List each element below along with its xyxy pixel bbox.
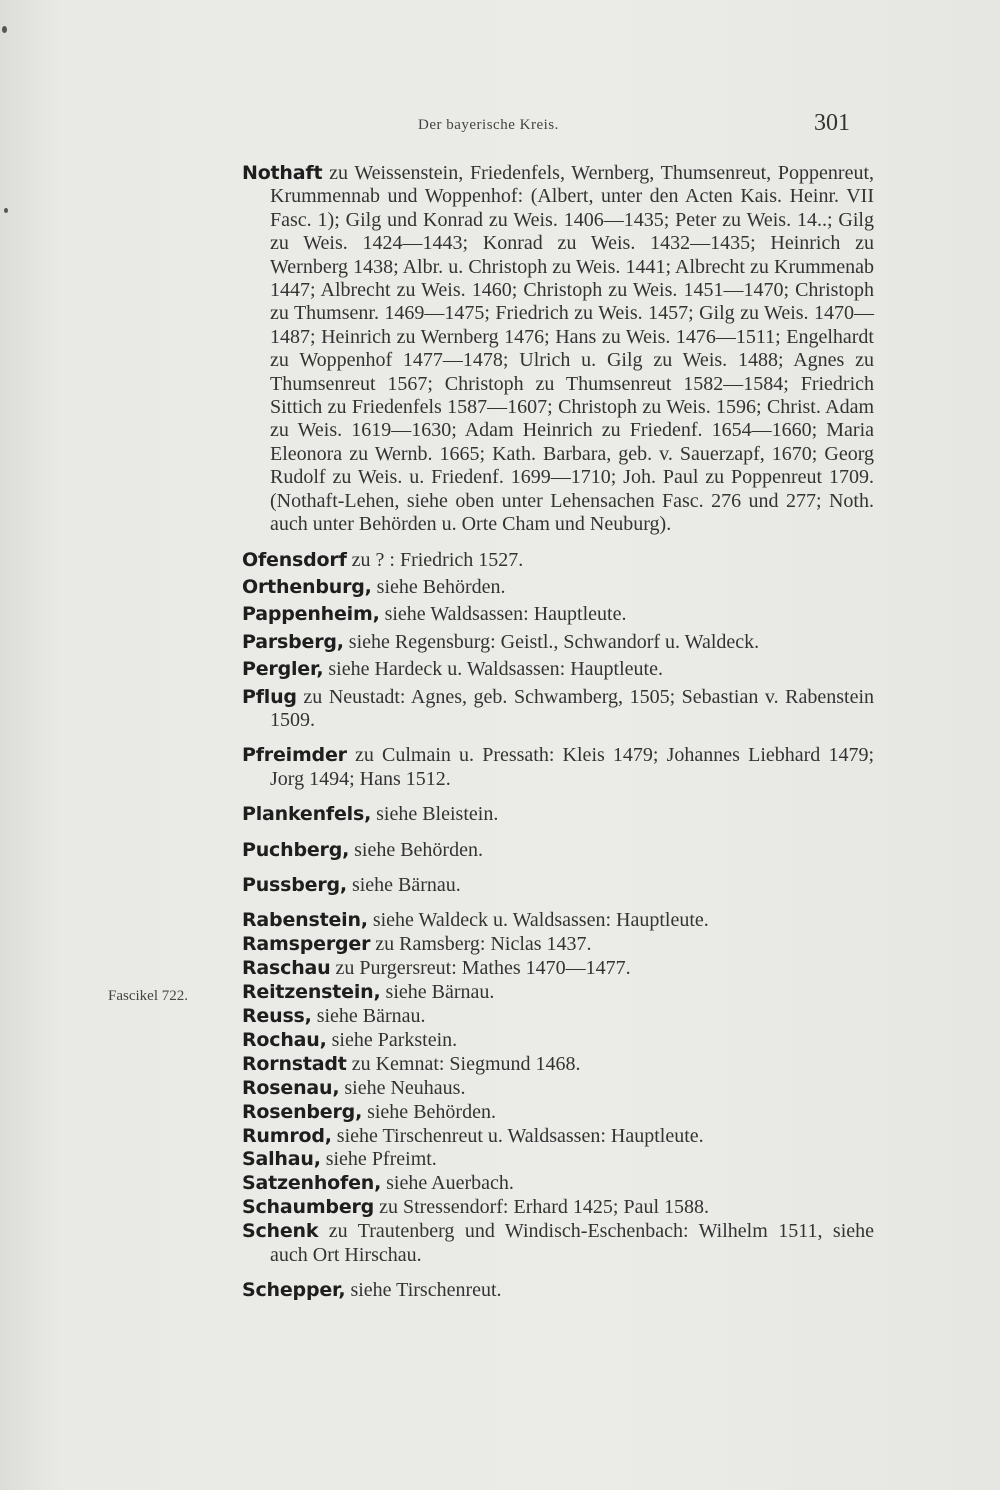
entry-text: zu ? : Friedrich 1527.: [351, 548, 524, 571]
page-number: 301: [814, 110, 850, 136]
margin-note: Fascikel 722.: [108, 988, 188, 1004]
register-entry: [242, 744, 874, 791]
entry-name: Ramsperger: [242, 933, 371, 956]
entry-name: Rabenstein,: [242, 909, 368, 932]
entry-text: siehe Bleistein.: [376, 803, 499, 826]
entry-name: Puchberg,: [242, 838, 350, 861]
register-entry: [242, 1029, 874, 1052]
register-entries: [242, 162, 874, 1306]
entry-name: Rornstadt: [242, 1052, 347, 1075]
entry-text: zu Ramsberg: Niclas 1437.: [375, 933, 592, 956]
register-entry: [242, 981, 874, 1004]
entry-text: siehe Tirschenreut.: [350, 1278, 502, 1301]
entry-text: siehe Behörden.: [354, 838, 483, 861]
register-entry: [242, 1172, 874, 1195]
entry-name: Salhau,: [242, 1148, 321, 1171]
entry-name: Satzenhofen,: [242, 1172, 382, 1195]
entry-name: Reitzenstein,: [242, 981, 381, 1004]
register-entry: [242, 839, 874, 862]
entry-text: siehe Behörden.: [367, 1100, 496, 1123]
entry-name: Pergler,: [242, 658, 324, 681]
entry-name: Schepper,: [242, 1278, 346, 1301]
entry-text: siehe Bärnau.: [351, 873, 461, 896]
entry-name: Rosenberg,: [242, 1100, 363, 1123]
entry-name: Reuss,: [242, 1005, 312, 1027]
running-header: Der bayerische Kreis.: [418, 117, 559, 133]
entry-text: zu Culmain u. Pressath: Kleis 1479; Johannes Liebhard 1479; Jorg 1494; Hans 1512.: [270, 744, 874, 790]
entry-name: Pussberg,: [242, 873, 347, 896]
register-entry: [242, 1125, 874, 1148]
entry-name: Nothaft: [242, 162, 323, 184]
register-entry: [242, 1279, 874, 1302]
entry-name: Pfreimder: [242, 744, 347, 767]
entry-text: siehe Auerbach.: [386, 1172, 514, 1195]
entry-name: Raschau: [242, 957, 331, 980]
register-entry: [242, 631, 874, 654]
register-entry: [242, 603, 874, 626]
entry-name: Schaumberg: [242, 1196, 375, 1219]
entry-text: siehe Waldsassen: Hauptleute.: [384, 603, 627, 626]
register-entry: [242, 1220, 874, 1267]
entry-name: Plankenfels,: [242, 803, 372, 826]
ink-mark: [2, 26, 7, 33]
register-entry: [242, 686, 874, 733]
entry-text: zu Kemnat: Siegmund 1468.: [351, 1052, 581, 1075]
register-entry: [242, 162, 874, 537]
register-entry: [242, 1005, 874, 1028]
entry-text: siehe Parkstein.: [331, 1028, 458, 1051]
register-entry: [242, 957, 874, 980]
entry-text: siehe Pfreimt.: [325, 1148, 437, 1171]
entry-name: Rosenau,: [242, 1076, 340, 1099]
register-entry: [242, 658, 874, 681]
register-entry: [242, 549, 874, 572]
register-entry: [242, 803, 874, 826]
register-entry: [242, 576, 874, 599]
entry-text: zu Purgersreut: Mathes 1470—1477.: [335, 957, 631, 980]
entry-text: siehe Tirschenreut u. Waldsassen: Hauptleute.: [336, 1124, 704, 1147]
entry-text: siehe Bärnau.: [385, 981, 495, 1004]
register-entry: [242, 1053, 874, 1076]
entry-text: siehe Regensburg: Geistl., Schwandorf u. Waldeck.: [348, 630, 760, 653]
entry-name: Schenk: [242, 1220, 319, 1243]
entry-name: Orthenburg,: [242, 575, 372, 598]
entry-name: Ofensdorf: [242, 548, 347, 571]
register-entry: [242, 1077, 874, 1100]
register-entry: [242, 1148, 874, 1171]
register-entry: [242, 1196, 874, 1219]
entry-text: siehe Bärnau.: [316, 1005, 426, 1027]
entry-text: siehe Waldeck u. Waldsassen: Hauptleute.: [372, 909, 709, 932]
entry-name: Rumrod,: [242, 1124, 332, 1147]
entry-name: Pflug: [242, 685, 297, 708]
entry-text: siehe Behörden.: [376, 575, 506, 598]
register-entry: [242, 933, 874, 956]
entry-name: Rochau,: [242, 1028, 327, 1051]
entry-text: zu Stressendorf: Erhard 1425; Paul 1588.: [379, 1196, 710, 1219]
ink-mark: [4, 208, 8, 213]
entry-text: siehe Neuhaus.: [344, 1076, 466, 1099]
entry-name: Parsberg,: [242, 630, 344, 653]
register-entry: [242, 909, 874, 932]
entry-text: zu Trautenberg und Windisch-Eschenbach: Wilhelm 1511, siehe auch Ort Hirschau.: [270, 1220, 875, 1266]
entry-name: Pappenheim,: [242, 603, 380, 626]
entry-text: zu Weissenstein, Friedenfels, Wernberg, Thumsenreut, Poppenreut, Krummennab und Woppenhof: (Albert, unter den Acten Kais. Heinr. VII Fasc. 1); Gilg und Konrad zu Weis. 1406—1435; Peter zu Weis. 14..; Gilg zu Weis. 1424—1443; Konrad zu Weis. 1432—1435; Heinrich zu Wernberg 1438; Albr. u. Christoph zu Weis. 1441; Albrecht zu Krummenab 1447; Albrecht zu Weis. 1460; Christoph zu Weis. 1451—1470; Christoph zu Thumsenr. 1469—1475; Friedrich zu Weis. 1457; Gilg zu Weis. 1470—1487; Heinrich zu Wernberg 1476; Hans zu Weis. 1476—1511; Engelhardt zu Woppenhof 1477—1478; Ulrich u. Gilg zu Weis. 1488; Agnes zu Thumsenreut 1567; Christoph zu Thumsenreut 1582—1584; Friedrich Sittich zu Friedenfels 1587—1607; Christoph zu Weis. 1596; Christ. Adam zu Weis. 1619—1630; Adam Heinrich zu Friedenf. 1654—1660; Maria Eleonora zu Wernb. 1665; Kath. Barbara, geb. v. Sauerzapf, 1670; Georg Rudolf zu Weis. u. Friedenf. 1699—1710; Joh. Paul zu Poppenreut 1709. (Nothaft-Lehen, siehe oben unter Lehensachen Fasc. 276 und 277; Noth. auch unter Behörden u. Orte Cham und Neuburg).: [270, 162, 874, 536]
register-entry: [242, 1101, 874, 1124]
entry-text: siehe Hardeck u. Waldsassen: Hauptleute.: [328, 658, 663, 681]
register-entry: [242, 874, 874, 897]
entry-text: zu Neustadt: Agnes, geb. Schwamberg, 1505; Sebastian v. Rabenstein 1509.: [270, 685, 874, 731]
